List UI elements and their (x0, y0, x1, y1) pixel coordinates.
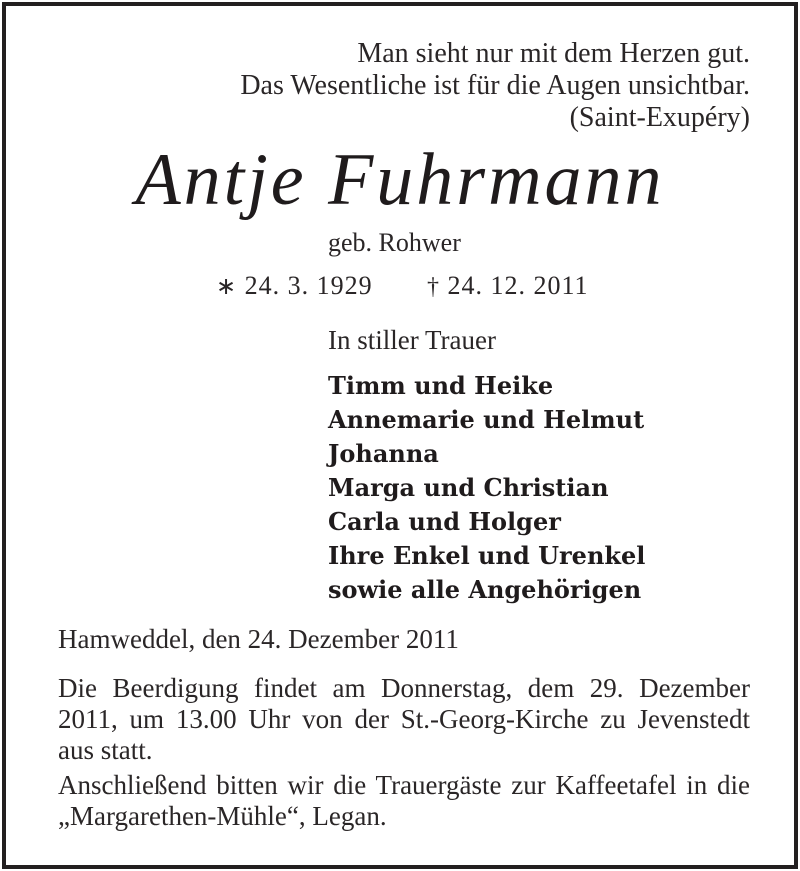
death-cross-icon: † (427, 274, 440, 300)
place-and-date: Hamweddel, den 24. Dezember 2011 (58, 624, 459, 654)
quote-attribution: (Saint-Exupéry) (569, 102, 750, 133)
mourner-name: Ihre Enkel und Urenkel (328, 541, 646, 570)
maiden-name: geb. Rohwer (328, 228, 461, 257)
birth-star-icon: ∗ (216, 274, 238, 300)
birth-date: 24. 3. 1929 (244, 271, 373, 300)
mourner-name: Timm und Heike (328, 371, 554, 400)
mourning-intro: In stiller Trauer (328, 325, 496, 355)
deceased-name: Antje Fuhrmann (135, 139, 665, 221)
quote-block (240, 38, 750, 134)
birth-date-line (216, 271, 373, 302)
quote-line: Das Wesentliche ist für die Augen unsichtbar. (240, 70, 750, 101)
funeral-notice: Die Beerdigung findet am Donnerstag, dem 29. Dezember 2011, um 13.00 Uhr von der St.-Georg-Kirche zu Jevenstedt aus statt. (58, 673, 750, 765)
mourner-name: sowie alle Angehörigen (328, 575, 642, 604)
mourner-name: Carla und Holger (328, 507, 561, 536)
mourners-list (328, 369, 645, 607)
mourner-name: Marga und Christian (328, 473, 609, 502)
death-date: 24. 12. 2011 (447, 271, 589, 300)
mourner-name: Johanna (328, 439, 439, 468)
mourner-name: Annemarie und Helmut (328, 405, 645, 434)
reception-notice: Anschließend bitten wir die Trauergäste zur Kaffeetafel in die „Margarethen-Mühle“, Legan. (58, 770, 750, 831)
quote-line: Man sieht nur mit dem Herzen gut. (357, 38, 750, 69)
obituary-notice (2, 2, 798, 869)
death-date-line (427, 271, 589, 302)
